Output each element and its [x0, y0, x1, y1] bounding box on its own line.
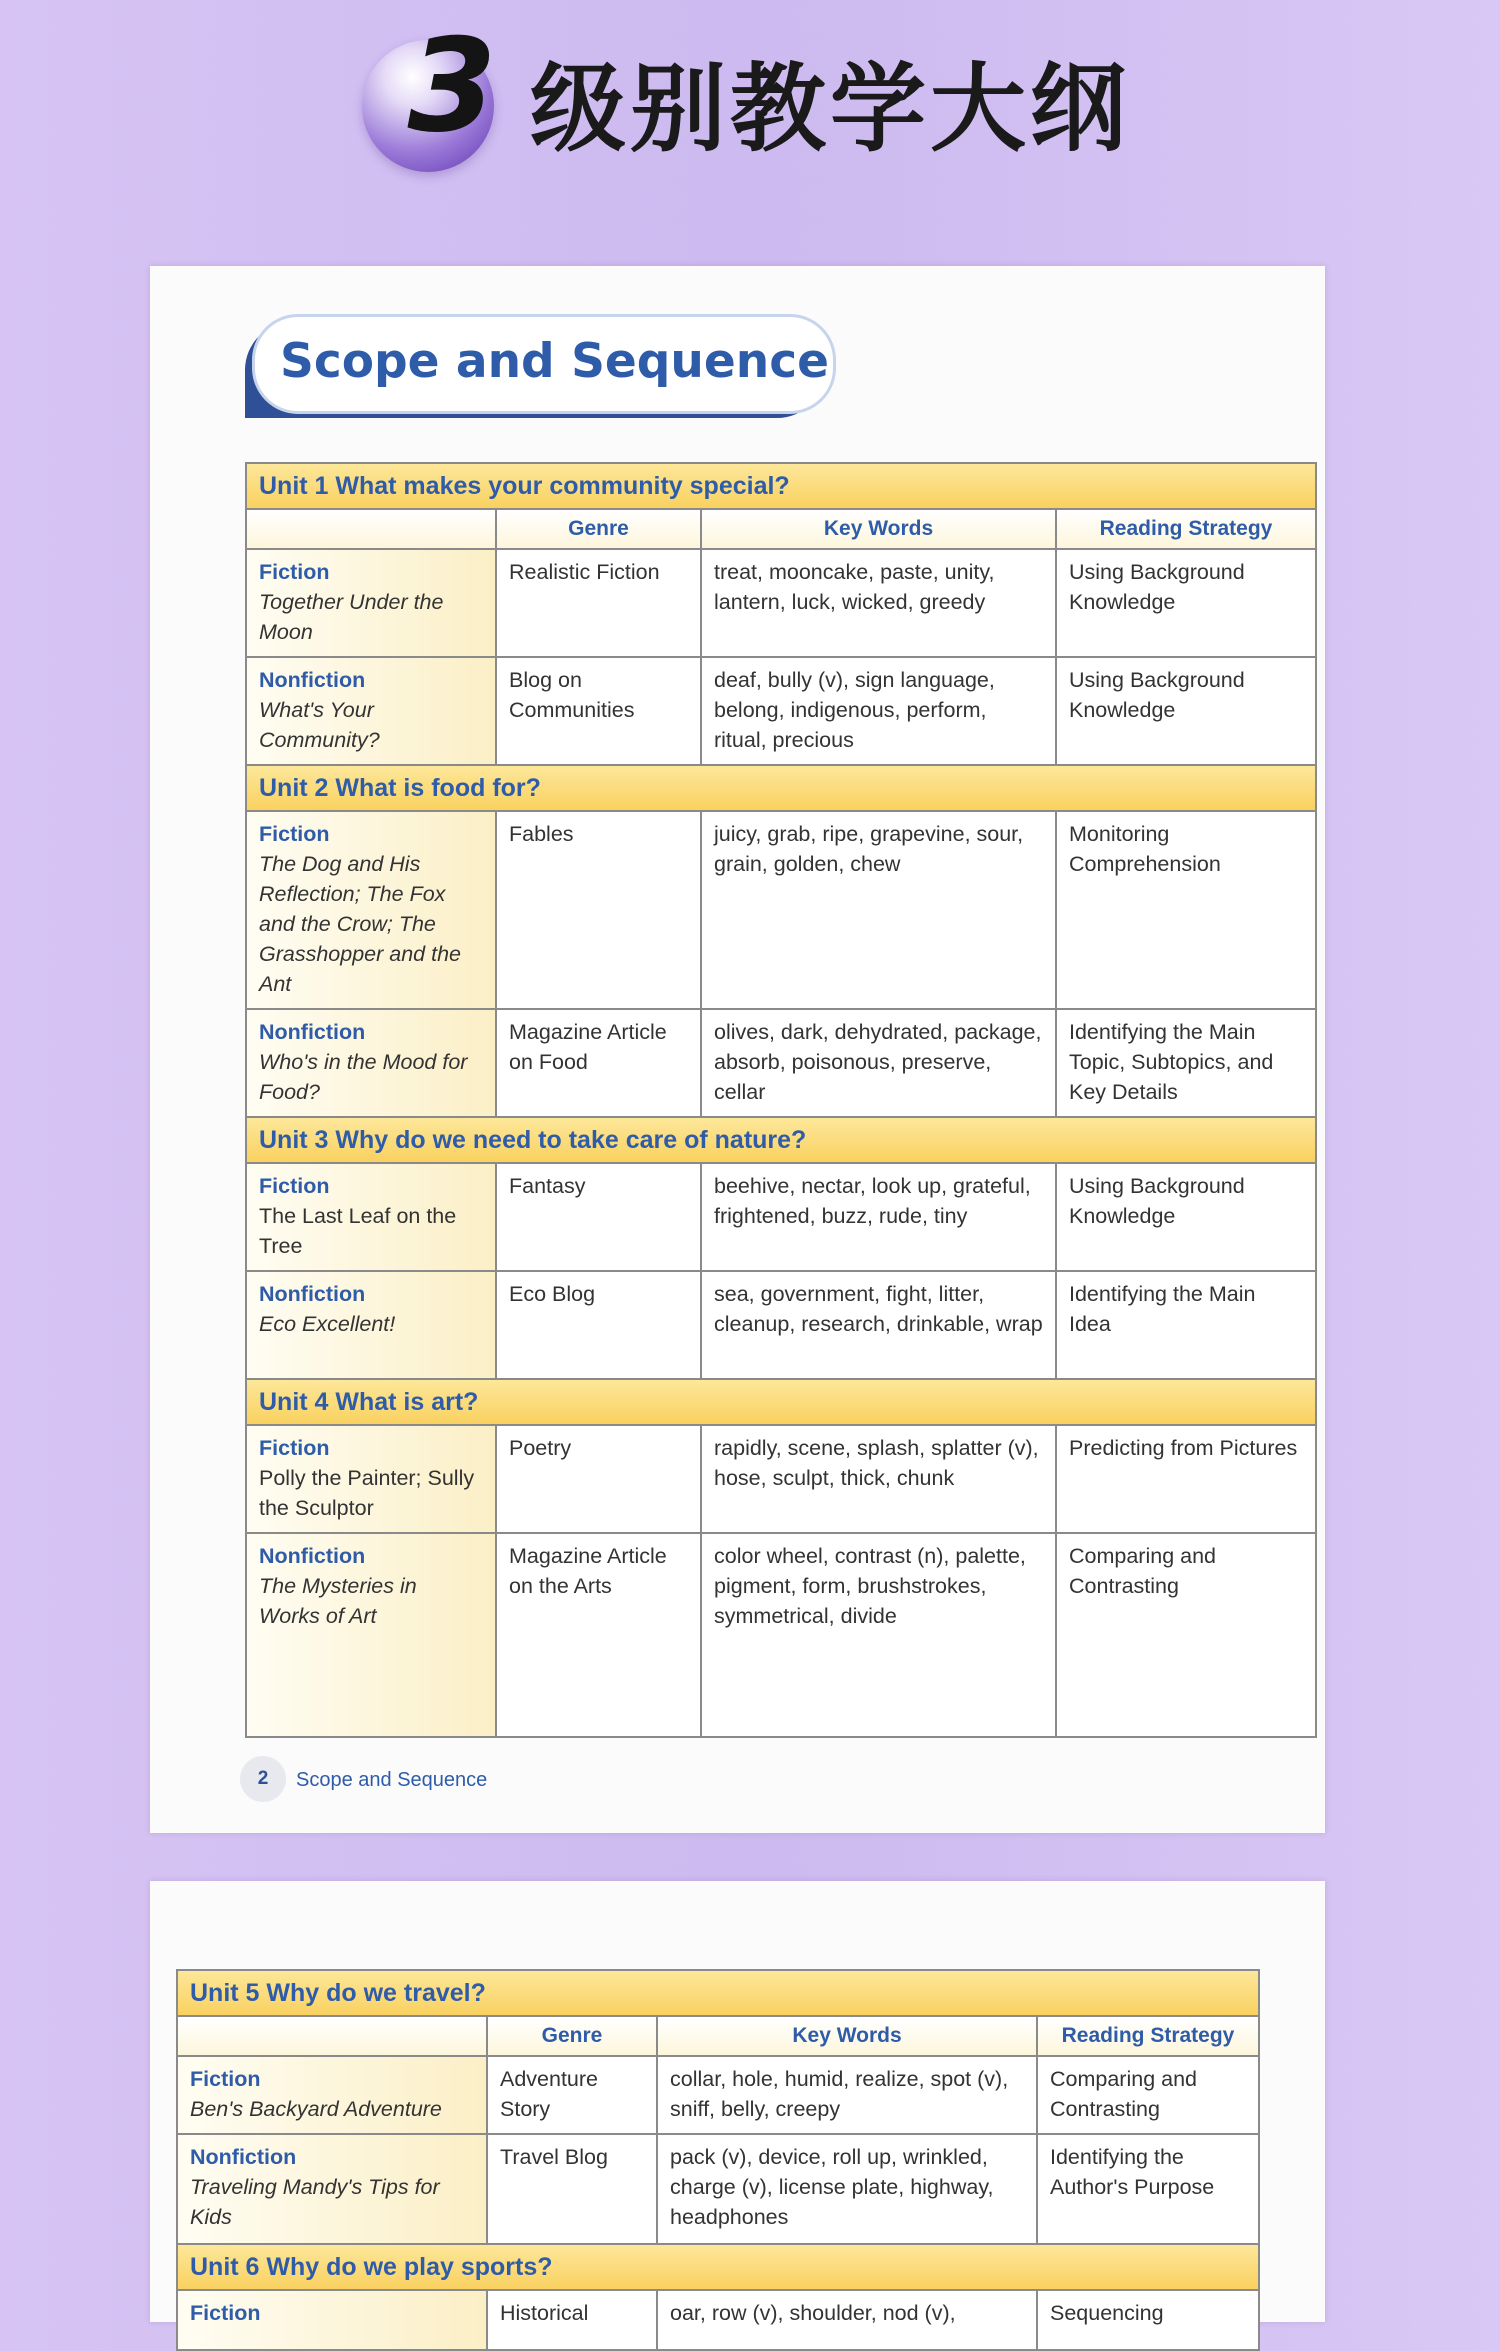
- unit-row: [177, 2244, 1259, 2290]
- scope-sequence-table-2: [176, 1969, 1260, 2351]
- column-header: Key Words: [657, 2016, 1037, 2056]
- key-words-cell: oar, row (v), shoulder, nod (v),: [657, 2290, 1037, 2350]
- reading-strategy-cell: Identifying the Author's Purpose: [1037, 2134, 1259, 2244]
- book-type: Nonfiction: [259, 1020, 366, 1044]
- genre-cell: Travel Blog: [487, 2134, 657, 2244]
- unit-row: [246, 765, 1316, 811]
- column-header: Genre: [487, 2016, 657, 2056]
- unit-row: [246, 1117, 1316, 1163]
- book-type: Fiction: [259, 1436, 330, 1460]
- book-title: Polly the Painter; Sully the Sculptor: [259, 1466, 475, 1520]
- reading-strategy-cell: Using Background Knowledge: [1056, 549, 1316, 657]
- book-type: Fiction: [190, 2067, 261, 2091]
- unit-heading: Unit 6 Why do we play sports?: [177, 2244, 1259, 2290]
- book-title: What's Your Community?: [259, 698, 380, 752]
- book-title: Eco Excellent!: [259, 1312, 396, 1336]
- book-type: Nonfiction: [259, 1544, 366, 1568]
- table-row: [246, 811, 1316, 1009]
- reading-strategy-cell: Identifying the Main Topic, Subtopics, and Key Details: [1056, 1009, 1316, 1117]
- reading-strategy-cell: Identifying the Main Idea: [1056, 1271, 1316, 1379]
- book-type: Fiction: [190, 2301, 261, 2325]
- column-header: Reading Strategy: [1037, 2016, 1259, 2056]
- scope-sequence-page-2: [150, 1881, 1325, 2325]
- table-row: [177, 2290, 1259, 2350]
- unit-heading: Unit 2 What is food for?: [246, 765, 1316, 811]
- table-row: [177, 2134, 1259, 2244]
- book-title: The Last Leaf on the Tree: [259, 1204, 457, 1258]
- footer-label: Scope and Sequence: [296, 1769, 488, 1791]
- column-header-row: [177, 2016, 1259, 2056]
- reading-strategy-cell: Monitoring Comprehension: [1056, 811, 1316, 1009]
- key-words-cell: deaf, bully (v), sign language, belong, indigenous, perform, ritual, precious: [701, 657, 1056, 765]
- book-title: The Mysteries in Works of Art: [259, 1574, 417, 1628]
- key-words-cell: pack (v), device, roll up, wrinkled, charge (v), license plate, highway, headphones: [657, 2134, 1037, 2244]
- scope-sequence-table-1: [245, 462, 1317, 1738]
- table-row: [246, 1271, 1316, 1379]
- page-header: [0, 0, 1500, 260]
- book-cell: [246, 657, 496, 765]
- genre-cell: Eco Blog: [496, 1271, 701, 1379]
- book-type: Fiction: [259, 1174, 330, 1198]
- table-row: [177, 2056, 1259, 2134]
- book-cell: [177, 2134, 487, 2244]
- key-words-cell: treat, mooncake, paste, unity, lantern, luck, wicked, greedy: [701, 549, 1056, 657]
- key-words-cell: sea, government, fight, litter, cleanup, research, drinkable, wrap: [701, 1271, 1056, 1379]
- reading-strategy-cell: Using Background Knowledge: [1056, 1163, 1316, 1271]
- genre-cell: Blog on Communities: [496, 657, 701, 765]
- book-type: Nonfiction: [190, 2145, 297, 2169]
- book-title: Who's in the Mood for Food?: [259, 1050, 468, 1104]
- unit-row: [246, 463, 1316, 509]
- book-title: Traveling Mandy's Tips for Kids: [190, 2175, 440, 2229]
- table-row: [246, 1425, 1316, 1533]
- book-cell: [177, 2056, 487, 2134]
- column-header: [177, 2016, 487, 2056]
- table-row: [246, 1533, 1316, 1737]
- table-row: [246, 549, 1316, 657]
- unit-row: [177, 1970, 1259, 2016]
- book-cell: [246, 1533, 496, 1737]
- key-words-cell: color wheel, contrast (n), palette, pigment, form, brushstrokes, symmetrical, divide: [701, 1533, 1056, 1737]
- genre-cell: Realistic Fiction: [496, 549, 701, 657]
- genre-cell: Magazine Article on the Arts: [496, 1533, 701, 1737]
- book-title: The Dog and His Reflection; The Fox and the Crow; The Grasshopper and the Ant: [259, 852, 461, 996]
- book-cell: [246, 1271, 496, 1379]
- unit-row: [246, 1379, 1316, 1425]
- column-header: Genre: [496, 509, 701, 549]
- genre-cell: Poetry: [496, 1425, 701, 1533]
- book-type: Nonfiction: [259, 668, 366, 692]
- book-title: Together Under the Moon: [259, 590, 444, 644]
- book-type: Nonfiction: [259, 1282, 366, 1306]
- book-cell: [177, 2290, 487, 2350]
- key-words-cell: olives, dark, dehydrated, package, absorb, poisonous, preserve, cellar: [701, 1009, 1056, 1117]
- genre-cell: Magazine Article on Food: [496, 1009, 701, 1117]
- book-type: Fiction: [259, 560, 330, 584]
- key-words-cell: juicy, grab, ripe, grapevine, sour, grain, golden, chew: [701, 811, 1056, 1009]
- page-number-badge: 2: [240, 1756, 286, 1802]
- table-row: [246, 1163, 1316, 1271]
- unit-heading: Unit 4 What is art?: [246, 1379, 1316, 1425]
- genre-cell: Fables: [496, 811, 701, 1009]
- genre-cell: Historical: [487, 2290, 657, 2350]
- column-header-row: [246, 509, 1316, 549]
- reading-strategy-cell: Predicting from Pictures: [1056, 1425, 1316, 1533]
- table-row: [246, 1009, 1316, 1117]
- column-header: [246, 509, 496, 549]
- reading-strategy-cell: Comparing and Contrasting: [1037, 2056, 1259, 2134]
- section-title: Scope and Sequence: [280, 334, 829, 389]
- book-cell: [246, 1425, 496, 1533]
- reading-strategy-cell: Using Background Knowledge: [1056, 657, 1316, 765]
- book-cell: [246, 1009, 496, 1117]
- table-row: [246, 657, 1316, 765]
- unit-heading: Unit 1 What makes your community special?: [246, 463, 1316, 509]
- unit-heading: Unit 3 Why do we need to take care of nature?: [246, 1117, 1316, 1163]
- book-cell: [246, 1163, 496, 1271]
- level-number: 3: [407, 12, 497, 161]
- reading-strategy-cell: Comparing and Contrasting: [1056, 1533, 1316, 1737]
- key-words-cell: rapidly, scene, splash, splatter (v), hose, sculpt, thick, chunk: [701, 1425, 1056, 1533]
- key-words-cell: collar, hole, humid, realize, spot (v), sniff, belly, creepy: [657, 2056, 1037, 2134]
- genre-cell: Adventure Story: [487, 2056, 657, 2134]
- scope-sequence-page-1: [150, 266, 1325, 1833]
- column-header: Key Words: [701, 509, 1056, 549]
- book-cell: [246, 549, 496, 657]
- header-title: 级别教学大纲: [530, 53, 1130, 165]
- book-cell: [246, 811, 496, 1009]
- column-header: Reading Strategy: [1056, 509, 1316, 549]
- reading-strategy-cell: Sequencing: [1037, 2290, 1259, 2350]
- key-words-cell: beehive, nectar, look up, grateful, frightened, buzz, rude, tiny: [701, 1163, 1056, 1271]
- book-type: Fiction: [259, 822, 330, 846]
- unit-heading: Unit 5 Why do we travel?: [177, 1970, 1259, 2016]
- genre-cell: Fantasy: [496, 1163, 701, 1271]
- book-title: Ben's Backyard Adventure: [190, 2097, 442, 2121]
